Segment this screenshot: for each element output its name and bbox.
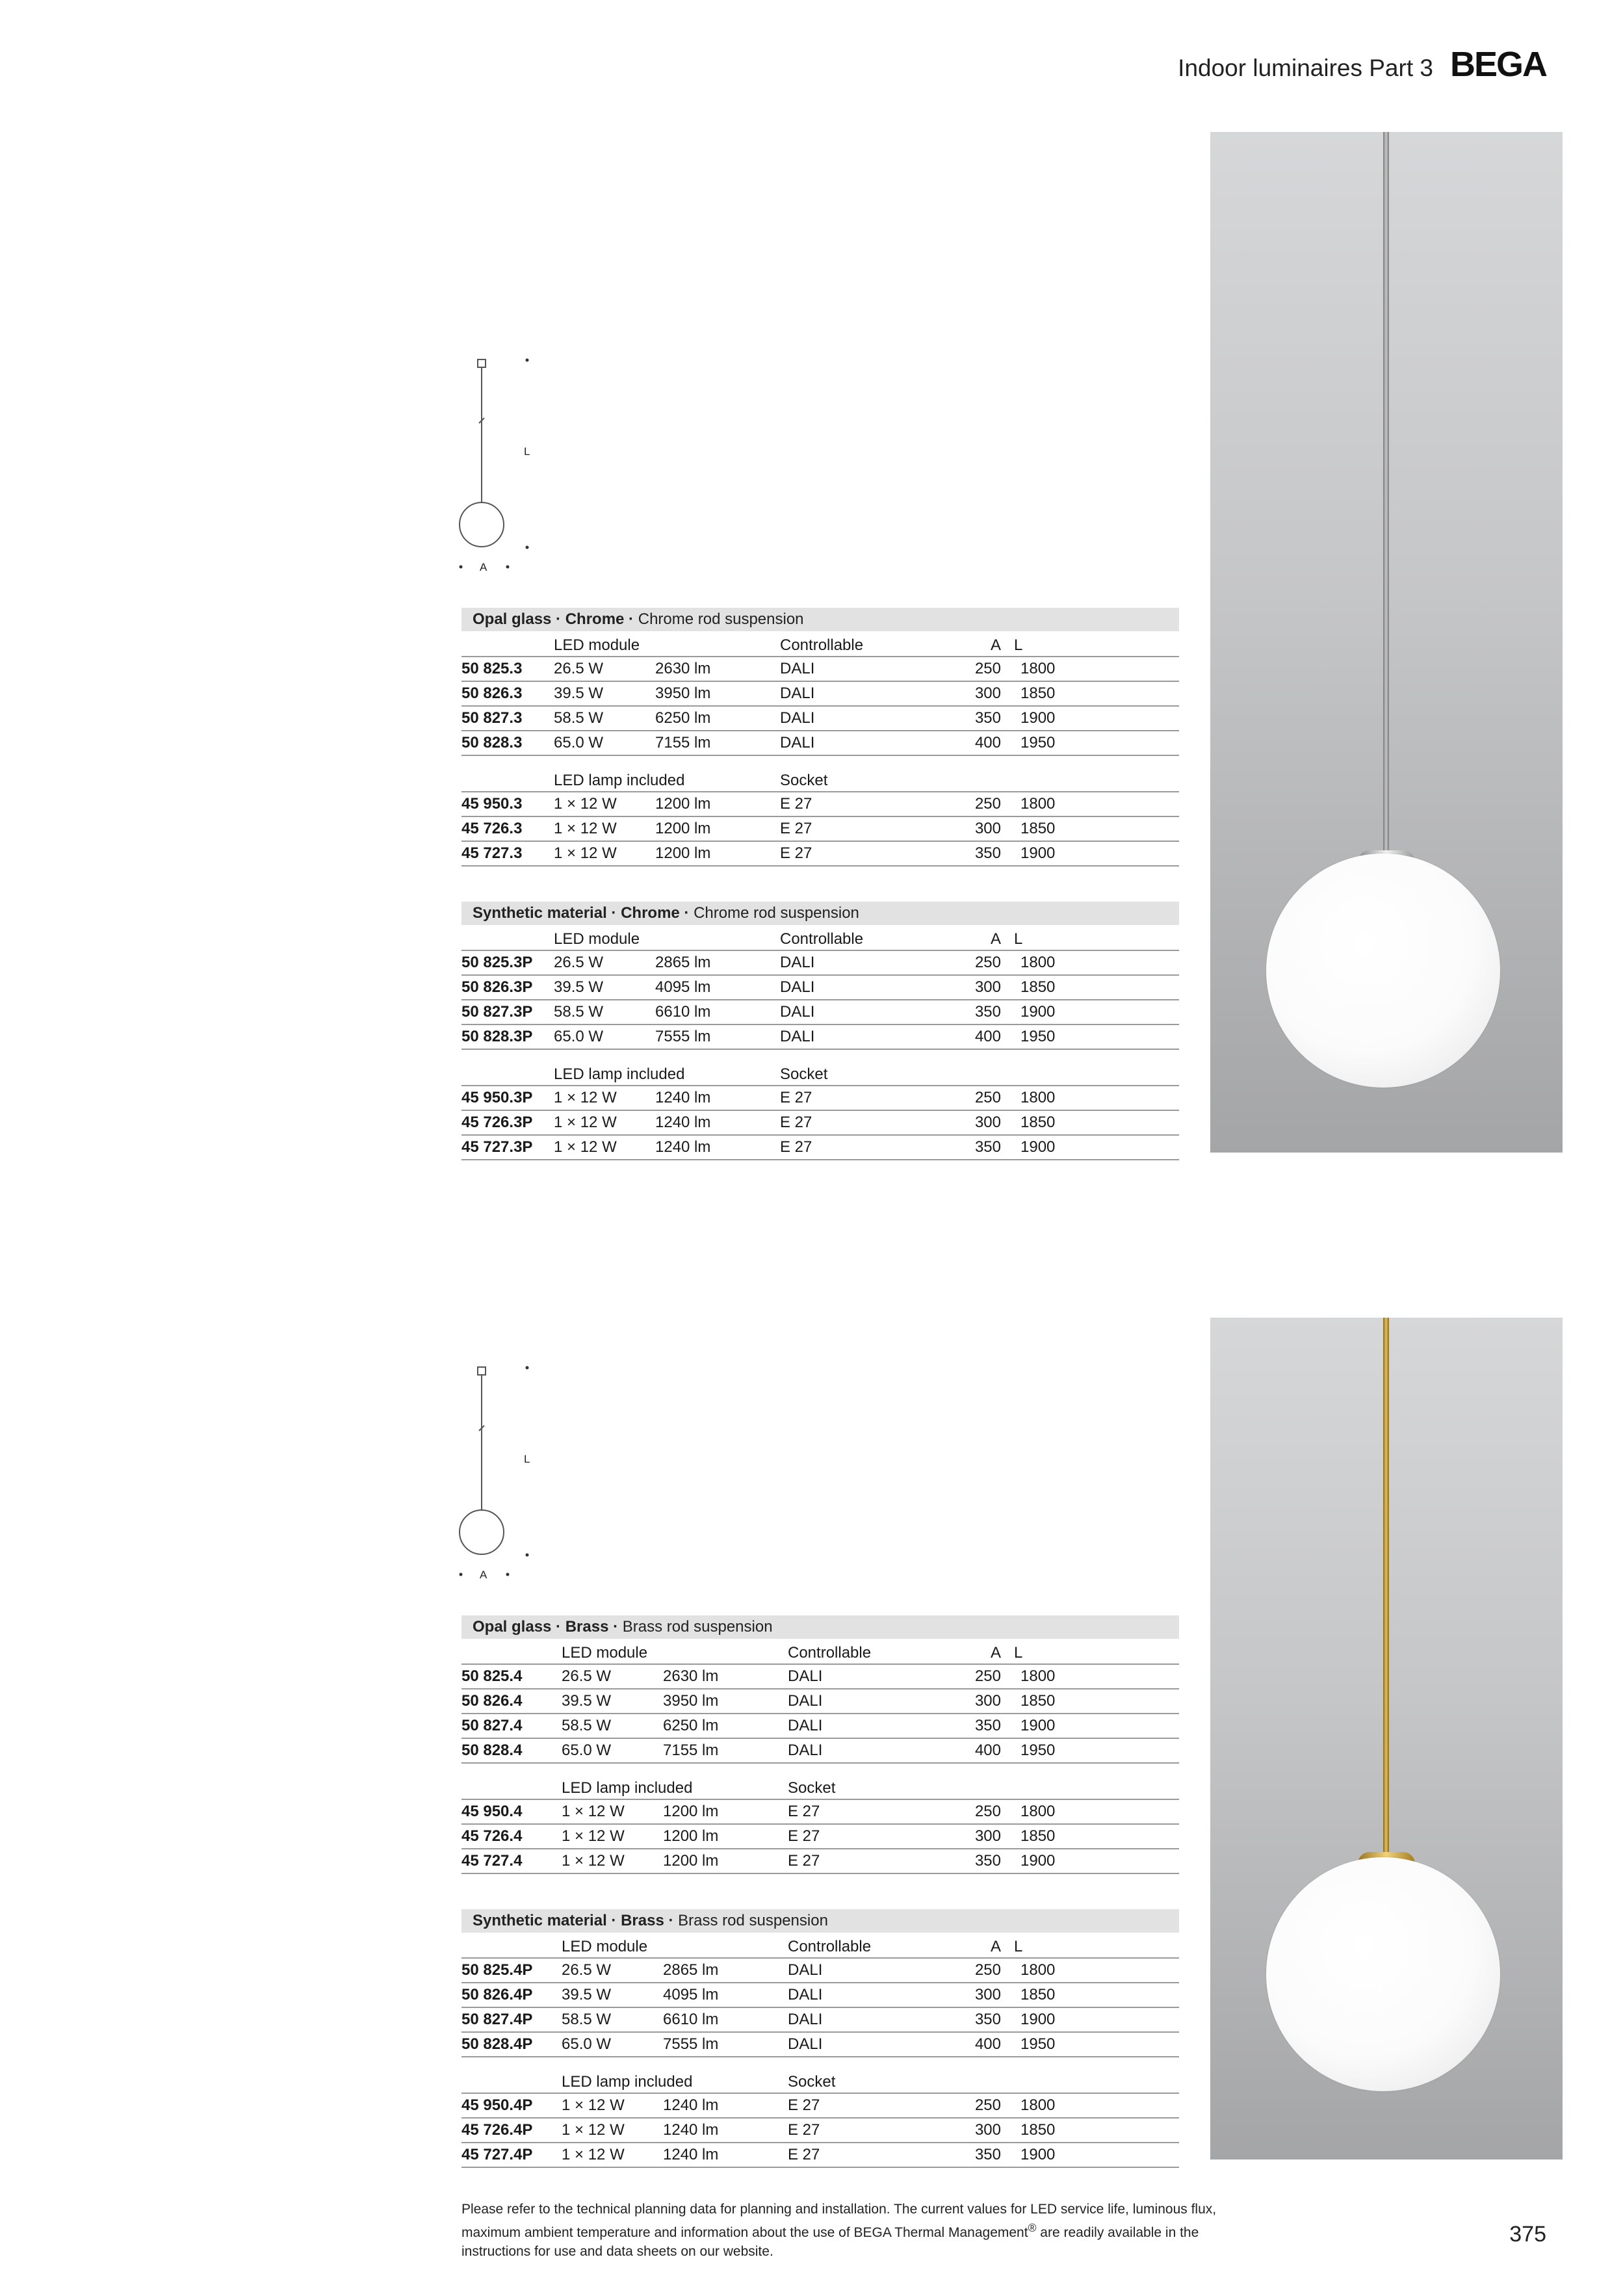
table-row: 45 950.3P 1 × 12 W 1240 lm E 27 250 1800 bbox=[461, 1086, 1179, 1111]
luminous-flux-cell: 7155 lm bbox=[663, 1742, 719, 1759]
wattage-cell: 1 × 12 W bbox=[562, 2096, 625, 2114]
wattage-cell: 1 × 12 W bbox=[554, 844, 617, 862]
luminous-flux-cell: 7155 lm bbox=[655, 734, 711, 751]
product-photo-chrome bbox=[1210, 132, 1563, 1153]
table-row: 45 950.3 1 × 12 W 1200 lm E 27 250 1800 bbox=[461, 792, 1179, 817]
luminous-flux-cell: 1240 lm bbox=[663, 2121, 719, 2139]
spacer bbox=[461, 1050, 1179, 1060]
opal-globe bbox=[1266, 1857, 1500, 2091]
wattage-cell: 1 × 12 W bbox=[562, 2146, 625, 2163]
dimension-a-cell: 250 bbox=[974, 1667, 1001, 1685]
article-number: 50 827.3 bbox=[461, 709, 523, 727]
dimension-a-cell: 350 bbox=[974, 2146, 1001, 2163]
wattage-cell: 1 × 12 W bbox=[562, 1852, 625, 1870]
table-row: 45 726.4 1 × 12 W 1200 lm E 27 300 1850 bbox=[461, 1825, 1179, 1849]
article-number: 50 825.3P bbox=[461, 954, 533, 971]
table-row: 50 825.3 26.5 W 2630 lm DALI 250 1800 bbox=[461, 657, 1179, 682]
control-cell: DALI bbox=[780, 660, 815, 677]
wattage-cell: 1 × 12 W bbox=[562, 1803, 625, 1820]
dimension-a-cell: 400 bbox=[974, 1742, 1001, 1759]
section-title-bold: Opal glass · Chrome · bbox=[473, 610, 634, 628]
dimension-a-label: A bbox=[480, 1569, 487, 1581]
luminous-flux-cell: 2865 lm bbox=[663, 1961, 719, 1979]
luminous-flux-cell: 7555 lm bbox=[655, 1028, 711, 1045]
table-row: 45 727.3P 1 × 12 W 1240 lm E 27 350 1900 bbox=[461, 1136, 1179, 1160]
dimension-a-cell: 350 bbox=[974, 1138, 1001, 1156]
table-row: 50 828.3 65.0 W 7155 lm DALI 400 1950 bbox=[461, 731, 1179, 756]
brass-rod bbox=[1383, 1318, 1389, 1860]
table-row: 50 828.4 65.0 W 7155 lm DALI 400 1950 bbox=[461, 1739, 1179, 1764]
column-header: LED module bbox=[554, 636, 640, 654]
table-row: 50 827.4P 58.5 W 6610 lm DALI 350 1900 bbox=[461, 2008, 1179, 2033]
dimension-a-cell: 300 bbox=[974, 685, 1001, 702]
control-cell: E 27 bbox=[788, 2121, 820, 2139]
table-row: 50 828.3P 65.0 W 7555 lm DALI 400 1950 bbox=[461, 1025, 1179, 1050]
table-row: 50 827.4 58.5 W 6250 lm DALI 350 1900 bbox=[461, 1714, 1179, 1739]
article-number: 50 827.3P bbox=[461, 1003, 533, 1021]
article-number: 50 825.4 bbox=[461, 1667, 523, 1685]
column-header: Socket bbox=[788, 2073, 836, 2091]
luminaire-sketch bbox=[455, 354, 565, 575]
section-title-text: Brass rod suspension bbox=[618, 1618, 773, 1636]
luminous-flux-cell: 6250 lm bbox=[655, 709, 711, 727]
control-cell: E 27 bbox=[780, 1138, 812, 1156]
section-title bbox=[461, 1909, 1179, 1933]
column-header-a: A bbox=[990, 636, 1001, 654]
control-cell: E 27 bbox=[780, 795, 812, 813]
control-cell: DALI bbox=[780, 709, 815, 727]
control-cell: E 27 bbox=[788, 1803, 820, 1820]
dimension-a-cell: 300 bbox=[974, 1114, 1001, 1131]
luminous-flux-cell: 2630 lm bbox=[655, 660, 711, 677]
control-cell: E 27 bbox=[788, 1827, 820, 1845]
wattage-cell: 26.5 W bbox=[554, 660, 604, 677]
article-number: 50 826.4P bbox=[461, 1986, 533, 2003]
table-row: 50 825.3P 26.5 W 2865 lm DALI 250 1800 bbox=[461, 951, 1179, 976]
dimension-a-cell: 250 bbox=[974, 1089, 1001, 1106]
luminous-flux-cell: 1200 lm bbox=[655, 844, 711, 862]
control-cell: DALI bbox=[780, 1003, 815, 1021]
table-row: 50 825.4 26.5 W 2630 lm DALI 250 1800 bbox=[461, 1665, 1179, 1689]
dimension-a-cell: 300 bbox=[974, 1827, 1001, 1845]
article-number: 50 828.3P bbox=[461, 1028, 533, 1045]
table-row: 50 826.4 39.5 W 3950 lm DALI 300 1850 bbox=[461, 1689, 1179, 1714]
dimension-a-cell: 400 bbox=[974, 1028, 1001, 1045]
footer-line bbox=[461, 2219, 1371, 2242]
wattage-cell: 39.5 W bbox=[554, 978, 604, 996]
control-cell: DALI bbox=[788, 1667, 823, 1685]
control-cell: E 27 bbox=[788, 1852, 820, 1870]
spec-table-opal-chrome bbox=[461, 608, 1179, 867]
registered-mark: ® bbox=[1028, 2221, 1037, 2234]
control-cell: DALI bbox=[780, 954, 815, 971]
wattage-cell: 1 × 12 W bbox=[554, 820, 617, 837]
column-header: LED lamp included bbox=[562, 2073, 693, 2091]
column-header: Controllable bbox=[780, 636, 864, 654]
column-header-a: A bbox=[990, 1644, 1001, 1662]
control-cell: DALI bbox=[780, 734, 815, 751]
dimension-l-label: L bbox=[524, 1453, 530, 1465]
brand-logo: BEGA bbox=[1449, 45, 1546, 84]
column-header: Controllable bbox=[788, 1938, 872, 1955]
column-header-row bbox=[461, 1639, 1179, 1665]
wattage-cell: 1 × 12 W bbox=[554, 1114, 617, 1131]
column-header-row bbox=[461, 766, 1179, 792]
table-row: 45 950.4P 1 × 12 W 1240 lm E 27 250 1800 bbox=[461, 2094, 1179, 2119]
article-number: 50 828.3 bbox=[461, 734, 523, 751]
luminous-flux-cell: 1240 lm bbox=[663, 2096, 719, 2114]
luminaire-sketch bbox=[455, 1362, 565, 1583]
column-header: Socket bbox=[780, 772, 828, 789]
control-cell: DALI bbox=[780, 685, 815, 702]
column-header: LED lamp included bbox=[562, 1779, 693, 1797]
dimension-a-cell: 300 bbox=[974, 820, 1001, 837]
spacer bbox=[461, 756, 1179, 766]
wattage-cell: 58.5 W bbox=[562, 1717, 612, 1734]
dimension-a-cell: 250 bbox=[974, 1961, 1001, 1979]
article-number: 50 827.4P bbox=[461, 2011, 533, 2028]
luminous-flux-cell: 4095 lm bbox=[655, 978, 711, 996]
wattage-cell: 39.5 W bbox=[562, 1986, 612, 2003]
article-number: 45 726.3P bbox=[461, 1114, 533, 1131]
article-number: 45 950.3P bbox=[461, 1089, 533, 1106]
wattage-cell: 65.0 W bbox=[554, 734, 604, 751]
wattage-cell: 26.5 W bbox=[562, 1961, 612, 1979]
article-number: 50 826.4 bbox=[461, 1692, 523, 1710]
column-header-a: A bbox=[990, 930, 1001, 948]
footer-note bbox=[461, 2200, 1371, 2261]
luminous-flux-cell: 1240 lm bbox=[663, 2146, 719, 2163]
table-row: 50 827.3P 58.5 W 6610 lm DALI 350 1900 bbox=[461, 1000, 1179, 1025]
column-header: Socket bbox=[780, 1065, 828, 1083]
article-number: 45 726.4 bbox=[461, 1827, 523, 1845]
dimension-a-cell: 400 bbox=[974, 734, 1001, 751]
wattage-cell: 58.5 W bbox=[554, 1003, 604, 1021]
dimension-a-cell: 350 bbox=[974, 1852, 1001, 1870]
dimension-l-label: L bbox=[524, 445, 530, 458]
article-number: 45 950.3 bbox=[461, 795, 523, 813]
section-title-text: Chrome rod suspension bbox=[634, 610, 804, 628]
article-number: 45 726.3 bbox=[461, 820, 523, 837]
dimension-a-cell: 400 bbox=[974, 2035, 1001, 2053]
dimension-a-cell: 350 bbox=[974, 1717, 1001, 1734]
section-title-text: Brass rod suspension bbox=[673, 1912, 828, 1929]
section-title bbox=[461, 1615, 1179, 1639]
opal-globe bbox=[1266, 854, 1500, 1088]
column-header-l: L bbox=[1014, 930, 1023, 948]
dimension-a-cell: 250 bbox=[974, 1803, 1001, 1820]
luminous-flux-cell: 2630 lm bbox=[663, 1667, 719, 1685]
column-header: Controllable bbox=[780, 930, 864, 948]
dimension-drawing bbox=[455, 1362, 565, 1583]
column-header: LED module bbox=[554, 930, 640, 948]
wattage-cell: 1 × 12 W bbox=[554, 1138, 617, 1156]
luminous-flux-cell: 2865 lm bbox=[655, 954, 711, 971]
spec-table-opal-brass bbox=[461, 1615, 1179, 1874]
control-cell: DALI bbox=[788, 2035, 823, 2053]
table-row: 50 826.3P 39.5 W 4095 lm DALI 300 1850 bbox=[461, 976, 1179, 1000]
dimension-a-cell: 300 bbox=[974, 1986, 1001, 2003]
article-number: 50 826.3 bbox=[461, 685, 523, 702]
luminous-flux-cell: 1200 lm bbox=[663, 1803, 719, 1820]
luminous-flux-cell: 3950 lm bbox=[655, 685, 711, 702]
dimension-a-cell: 250 bbox=[974, 795, 1001, 813]
footer-line: instructions for use and data sheets on our website. bbox=[461, 2244, 773, 2259]
table-row: 45 950.4 1 × 12 W 1200 lm E 27 250 1800 bbox=[461, 1800, 1179, 1825]
control-cell: DALI bbox=[788, 1961, 823, 1979]
control-cell: E 27 bbox=[780, 1114, 812, 1131]
wattage-cell: 1 × 12 W bbox=[562, 1827, 625, 1845]
dimension-a-cell: 250 bbox=[974, 954, 1001, 971]
table-row: 45 727.3 1 × 12 W 1200 lm E 27 350 1900 bbox=[461, 842, 1179, 867]
control-cell: E 27 bbox=[780, 820, 812, 837]
article-number: 45 950.4P bbox=[461, 2096, 533, 2114]
page-header bbox=[1178, 44, 1546, 85]
luminous-flux-cell: 3950 lm bbox=[663, 1692, 719, 1710]
control-cell: DALI bbox=[780, 1028, 815, 1045]
dimension-a-cell: 350 bbox=[974, 2011, 1001, 2028]
product-photo-brass bbox=[1210, 1318, 1563, 2159]
wattage-cell: 58.5 W bbox=[562, 2011, 612, 2028]
column-header-row bbox=[461, 1774, 1179, 1800]
wattage-cell: 26.5 W bbox=[562, 1667, 612, 1685]
luminous-flux-cell: 1240 lm bbox=[655, 1114, 711, 1131]
article-number: 45 727.4 bbox=[461, 1852, 523, 1870]
table-row: 50 828.4P 65.0 W 7555 lm DALI 400 1950 bbox=[461, 2033, 1179, 2057]
catalogue-subtitle: Indoor luminaires Part 3 bbox=[1178, 55, 1433, 81]
article-number: 45 726.4P bbox=[461, 2121, 533, 2139]
column-header-row bbox=[461, 1933, 1179, 1959]
luminous-flux-cell: 1240 lm bbox=[655, 1138, 711, 1156]
luminous-flux-cell: 6610 lm bbox=[663, 2011, 719, 2028]
article-number: 45 727.3 bbox=[461, 844, 523, 862]
article-number: 50 827.4 bbox=[461, 1717, 523, 1734]
wattage-cell: 1 × 12 W bbox=[554, 1089, 617, 1106]
luminous-flux-cell: 4095 lm bbox=[663, 1986, 719, 2003]
control-cell: DALI bbox=[788, 1986, 823, 2003]
column-header-row bbox=[461, 925, 1179, 951]
luminous-flux-cell: 6610 lm bbox=[655, 1003, 711, 1021]
spacer bbox=[461, 1764, 1179, 1774]
article-number: 50 828.4P bbox=[461, 2035, 533, 2053]
luminous-flux-cell: 7555 lm bbox=[663, 2035, 719, 2053]
page-number: 375 bbox=[1509, 2222, 1546, 2247]
column-header-row bbox=[461, 1060, 1179, 1086]
column-header: LED module bbox=[562, 1644, 648, 1662]
control-cell: E 27 bbox=[780, 844, 812, 862]
column-header-row bbox=[461, 2068, 1179, 2094]
table-row: 45 727.4P 1 × 12 W 1240 lm E 27 350 1900 bbox=[461, 2143, 1179, 2168]
table-row: 50 826.3 39.5 W 3950 lm DALI 300 1850 bbox=[461, 682, 1179, 707]
wattage-cell: 58.5 W bbox=[554, 709, 604, 727]
dimension-a-cell: 300 bbox=[974, 978, 1001, 996]
control-cell: DALI bbox=[788, 2011, 823, 2028]
footer-text: maximum ambient temperature and information about the use of BEGA Thermal Management bbox=[461, 2225, 1028, 2240]
table-row: 45 726.3 1 × 12 W 1200 lm E 27 300 1850 bbox=[461, 817, 1179, 842]
wattage-cell: 1 × 12 W bbox=[554, 795, 617, 813]
column-header-a: A bbox=[990, 1938, 1001, 1955]
luminous-flux-cell: 1200 lm bbox=[655, 795, 711, 813]
footer-line: Please refer to the technical planning data for planning and installation. The current values for LED service life, luminous flux, bbox=[461, 2202, 1217, 2217]
dimension-a-cell: 250 bbox=[974, 660, 1001, 677]
column-header: LED module bbox=[562, 1938, 648, 1955]
luminous-flux-cell: 6250 lm bbox=[663, 1717, 719, 1734]
chrome-rod bbox=[1383, 132, 1389, 859]
control-cell: E 27 bbox=[780, 1089, 812, 1106]
dimension-a-cell: 250 bbox=[974, 2096, 1001, 2114]
wattage-cell: 26.5 W bbox=[554, 954, 604, 971]
dimension-a-cell: 350 bbox=[974, 1003, 1001, 1021]
section-title-bold: Synthetic material · Chrome · bbox=[473, 904, 690, 922]
control-cell: DALI bbox=[788, 1692, 823, 1710]
dimension-a-cell: 350 bbox=[974, 844, 1001, 862]
section-title bbox=[461, 608, 1179, 631]
section-title bbox=[461, 902, 1179, 925]
wattage-cell: 1 × 12 W bbox=[562, 2121, 625, 2139]
article-number: 50 826.3P bbox=[461, 978, 533, 996]
table-row: 45 727.4 1 × 12 W 1200 lm E 27 350 1900 bbox=[461, 1849, 1179, 1874]
article-number: 50 828.4 bbox=[461, 1742, 523, 1759]
control-cell: DALI bbox=[780, 978, 815, 996]
table-row: 45 726.3P 1 × 12 W 1240 lm E 27 300 1850 bbox=[461, 1111, 1179, 1136]
column-header: Controllable bbox=[788, 1644, 872, 1662]
wattage-cell: 65.0 W bbox=[554, 1028, 604, 1045]
luminous-flux-cell: 1240 lm bbox=[655, 1089, 711, 1106]
spec-table-synthetic-brass bbox=[461, 1909, 1179, 2168]
wattage-cell: 39.5 W bbox=[554, 685, 604, 702]
column-header: LED lamp included bbox=[554, 1065, 685, 1083]
column-header-row bbox=[461, 631, 1179, 657]
wattage-cell: 39.5 W bbox=[562, 1692, 612, 1710]
article-number: 50 825.3 bbox=[461, 660, 523, 677]
footer-text: are readily available in the bbox=[1036, 2225, 1199, 2240]
article-number: 45 727.4P bbox=[461, 2146, 533, 2163]
column-header-l: L bbox=[1014, 1644, 1023, 1662]
section-title-text: Chrome rod suspension bbox=[689, 904, 859, 922]
wattage-cell: 65.0 W bbox=[562, 1742, 612, 1759]
dimension-a-label: A bbox=[480, 561, 487, 573]
dimension-a-cell: 300 bbox=[974, 2121, 1001, 2139]
column-header: LED lamp included bbox=[554, 772, 685, 789]
article-number: 45 727.3P bbox=[461, 1138, 533, 1156]
section-title-bold: Synthetic material · Brass · bbox=[473, 1912, 674, 1929]
article-number: 45 950.4 bbox=[461, 1803, 523, 1820]
column-header: Socket bbox=[788, 1779, 836, 1797]
control-cell: DALI bbox=[788, 1717, 823, 1734]
section-title-bold: Opal glass · Brass · bbox=[473, 1618, 619, 1636]
table-row: 50 827.3 58.5 W 6250 lm DALI 350 1900 bbox=[461, 707, 1179, 731]
luminous-flux-cell: 1200 lm bbox=[655, 820, 711, 837]
luminous-flux-cell: 1200 lm bbox=[663, 1827, 719, 1845]
wattage-cell: 65.0 W bbox=[562, 2035, 612, 2053]
table-row: 50 826.4P 39.5 W 4095 lm DALI 300 1850 bbox=[461, 1983, 1179, 2008]
spacer bbox=[461, 2057, 1179, 2068]
spec-table-synthetic-chrome bbox=[461, 902, 1179, 1160]
column-header-l: L bbox=[1014, 1938, 1023, 1955]
dimension-a-cell: 300 bbox=[974, 1692, 1001, 1710]
control-cell: DALI bbox=[788, 1742, 823, 1759]
column-header-l: L bbox=[1014, 636, 1023, 654]
dimension-drawing bbox=[455, 354, 565, 575]
luminous-flux-cell: 1200 lm bbox=[663, 1852, 719, 1870]
table-row: 50 825.4P 26.5 W 2865 lm DALI 250 1800 bbox=[461, 1959, 1179, 1983]
control-cell: E 27 bbox=[788, 2146, 820, 2163]
table-row: 45 726.4P 1 × 12 W 1240 lm E 27 300 1850 bbox=[461, 2119, 1179, 2143]
dimension-a-cell: 350 bbox=[974, 709, 1001, 727]
control-cell: E 27 bbox=[788, 2096, 820, 2114]
article-number: 50 825.4P bbox=[461, 1961, 533, 1979]
